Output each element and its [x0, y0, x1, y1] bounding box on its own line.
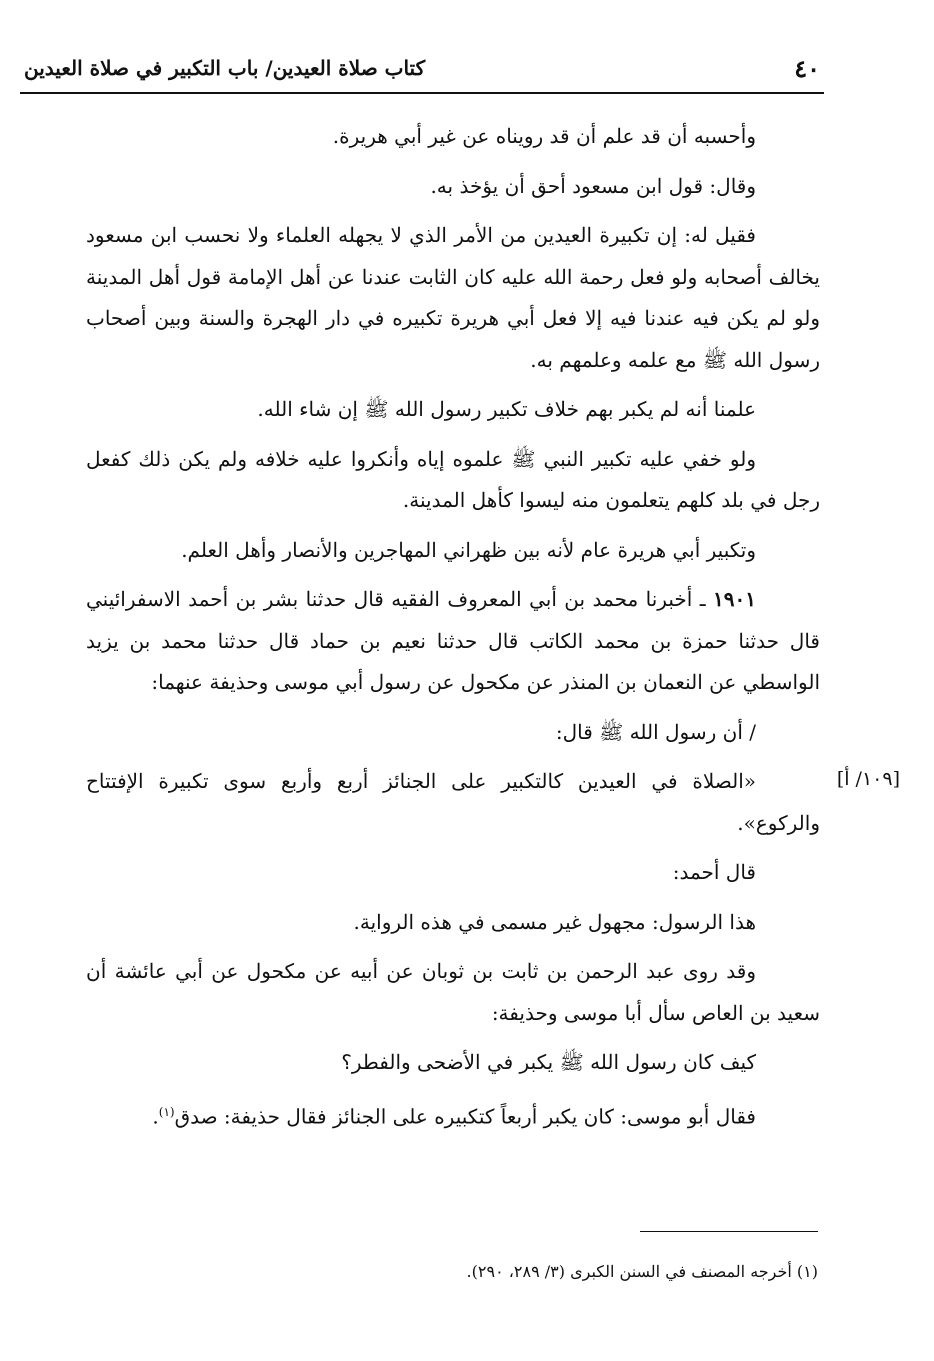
commentary-text: هذا الرسول: مجهول غير مسمى في هذه الرواية.	[353, 909, 756, 934]
footnote-text: (١) أخرجه المصنف في السنن الكبرى (٣/ ٢٨٩، ٢٩٠).	[466, 1262, 818, 1281]
paragraph-3: فقيل له: إن تكبيرة العيدين من الأمر الذي لا يجهله العلماء ولا نحسب ابن مسعود يخالف أصحابه ولو فعل رحمة الله عليه كان الثابت عندنا عن أهل الإمامة قول أهل المدينة ولو لم يكن فيه عندنا فيه إلا فعل أبي هريرة تكبيره في دار الهجرة والسنة وبين أصحاب رسول الله ﷺ مع علمه وعلمهم به.	[86, 223, 820, 372]
paragraph-5: ولو خفي عليه تكبير النبي ﷺ علموه إياه وأنكروا عليه خلافه ولم يكن ذلك كفعل رجل في بلد كلهم يتعلمون منه ليسوا كأهل المدينة.	[86, 446, 820, 512]
paragraph-1: وأحسبه أن قد علم أن قد رويناه عن غير أبي هريرة.	[332, 124, 756, 148]
footnote-divider	[640, 1231, 818, 1232]
hadith-number: ١٩٠١	[713, 587, 756, 611]
hadith-matn: «الصلاة في العيدين كالتكبير على الجنائز أربع وأربع سوى تكبيرة الإفتتاح والركوع».	[86, 769, 820, 835]
paragraph-2: وقال: قول ابن مسعود أحق أن يؤخذ به.	[430, 173, 756, 198]
hadith-isnad-paragraph	[86, 579, 820, 704]
page-header	[20, 48, 820, 92]
hadith-dash: ـ	[699, 587, 706, 611]
answer-end: .	[152, 1104, 159, 1129]
answer-paragraph	[86, 1092, 820, 1138]
hadith-intro: / أن رسول الله ﷺ قال:	[555, 719, 756, 744]
paragraph-4: علمنا أنه لم يكبر بهم خلاف تكبير رسول الله ﷺ إن شاء الله.	[257, 397, 756, 421]
main-text	[86, 116, 820, 1146]
hadith-isnad: أخبرنا محمد بن أبي المعروف الفقيه قال حدثنا بشر بن أحمد الاسفرائيني قال حدثنا حمزة بن محمد الكاتب قال حدثنا نعيم بن حماد قال حدثنا محمد بن يزيد الواسطي عن النعمان بن المنذر عن مكحول عن رسول أبي موسى وحذيفة عنهما:	[86, 587, 820, 694]
margin-folio-reference: [١٠٩/ أ]	[836, 768, 900, 790]
paragraph-6: وتكبير أبي هريرة عام لأنه بين ظهراني المهاجرين والأنصار وأهل العلم.	[181, 537, 756, 562]
question-text: كيف كان رسول الله ﷺ يكبر في الأضحى والفطر؟	[341, 1050, 756, 1074]
commentary-label: قال أحمد:	[672, 860, 756, 884]
header-divider	[20, 92, 824, 94]
footnote-marker[interactable]: (١)	[158, 1104, 175, 1119]
page-number: ٤٠	[794, 54, 820, 83]
answer-text: فقال أبو موسى: كان يكبر أربعاً كتكبيره على الجنائز فقال حذيفة: صدق	[174, 1104, 756, 1129]
second-chain: وقد روى عبد الرحمن بن ثابت بن ثوبان عن أبيه عن مكحول عن أبي عائشة أن سعيد بن العاص سأل أبا موسى وحذيفة:	[86, 959, 820, 1025]
running-title: كتاب صلاة العيدين/ باب التكبير في صلاة العيدين	[24, 56, 426, 80]
